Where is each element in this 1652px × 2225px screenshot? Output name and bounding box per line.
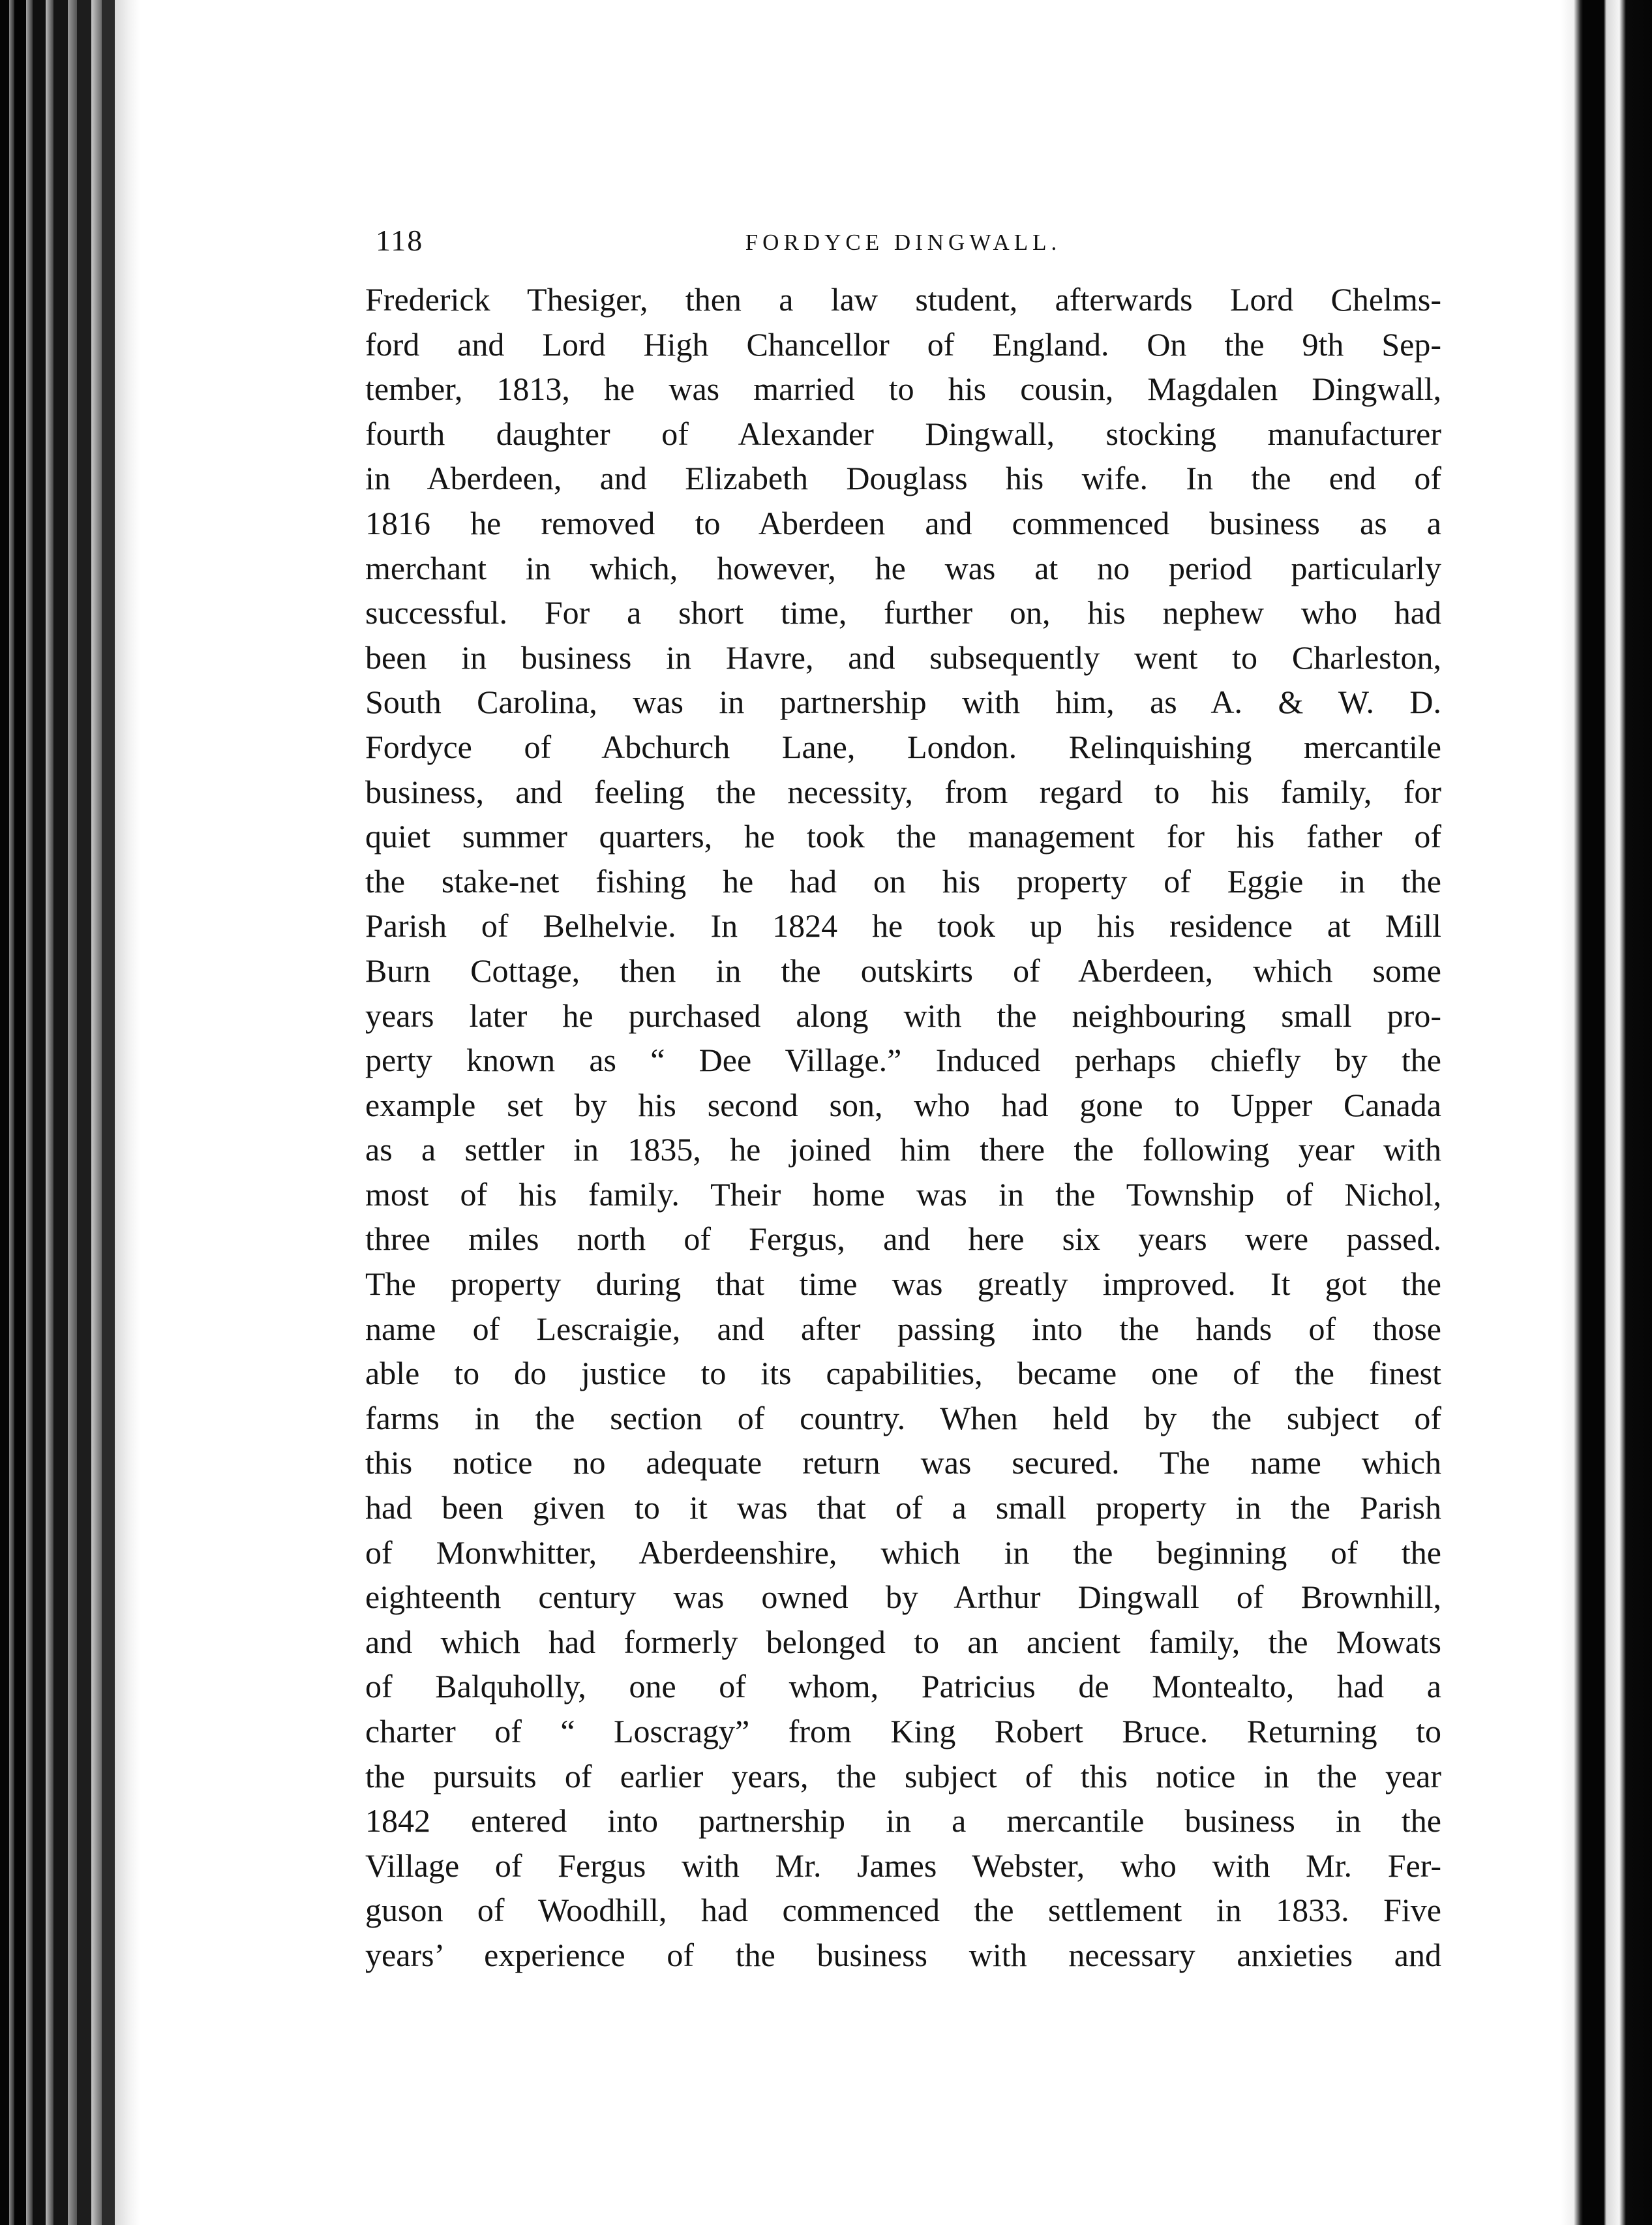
running-title: FORDYCE DINGWALL. — [745, 230, 1062, 255]
text-line: eighteenth century was owned by Arthur Dingwall of Brownhill, — [365, 1579, 1441, 1616]
text-line: as a settler in 1835, he joined him there the following year with — [365, 1131, 1441, 1168]
text-line: Fordyce of Abchurch Lane, London. Relinquishing mercantile — [365, 728, 1441, 765]
text-line: perty known as “ Dee Village.” Induced perhaps chiefly by the — [365, 1042, 1441, 1079]
text-line: years’ experience of the business with necessary anxieties and — [365, 1936, 1441, 1973]
text-line: name of Lescraigie, and after passing into the hands of those — [365, 1310, 1441, 1347]
text-line: the stake-net fishing he had on his property of Eggie in the — [365, 862, 1441, 900]
text-line: years later he purchased along with the neighbouring small pro- — [365, 997, 1441, 1034]
text-line: most of his family. Their home was in the Township of Nichol, — [365, 1175, 1441, 1213]
text-line: fourth daughter of Alexander Dingwall, stocking manufacturer — [365, 415, 1441, 452]
text-line: Village of Fergus with Mr. James Webster, who with Mr. Fer- — [365, 1847, 1441, 1884]
text-line: ford and Lord High Chancellor of England. On the 9th Sep- — [365, 325, 1441, 363]
scanned-book-edge-right — [1561, 0, 1652, 2225]
text-line: had been given to it was that of a small property in the Parish — [365, 1489, 1441, 1526]
text-line: Burn Cottage, then in the outskirts of Aberdeen, which some — [365, 952, 1441, 989]
text-line: in Aberdeen, and Elizabeth Douglass his wife. In the end of — [365, 460, 1441, 497]
text-line: and which had formerly belonged to an ancient family, the Mowats — [365, 1623, 1441, 1660]
text-line: able to do justice to its capabilities, became one of the finest — [365, 1355, 1441, 1392]
text-line: 1816 he removed to Aberdeen and commenced business as a — [365, 504, 1441, 541]
book-page — [365, 215, 1441, 2042]
text-line: Parish of Belhelvie. In 1824 he took up his residence at Mill — [365, 907, 1441, 945]
text-line: The property during that time was greatly improved. It got the — [365, 1265, 1441, 1303]
text-line: quiet summer quarters, he took the management for his father of — [365, 818, 1441, 855]
text-line: been in business in Havre, and subsequently went to Charleston, — [365, 639, 1441, 676]
text-line: example set by his second son, who had gone to Upper Canada — [365, 1086, 1441, 1123]
scanned-book-edge-left — [0, 0, 140, 2225]
text-line: this notice no adequate return was secured. The name which — [365, 1444, 1441, 1481]
text-line: farms in the section of country. When held by the subject of — [365, 1399, 1441, 1436]
text-line: charter of “ Loscragy” from King Robert Bruce. Returning to — [365, 1713, 1441, 1749]
text-line: three miles north of Fergus, and here six years were passed. — [365, 1220, 1441, 1258]
page-number: 118 — [376, 224, 424, 257]
body-text — [365, 277, 1441, 1978]
text-line: the pursuits of earlier years, the subject of this notice in the year — [365, 1757, 1441, 1794]
text-line: guson of Woodhill, had commenced the settlement in 1833. Five — [365, 1892, 1441, 1929]
text-line: tember, 1813, he was married to his cousin, Magdalen Dingwall, — [365, 371, 1441, 408]
running-head — [365, 215, 1441, 267]
text-line: 1842 entered into partnership in a mercantile business in the — [365, 1802, 1441, 1839]
text-line: merchant in which, however, he was at no period particularly — [365, 549, 1441, 586]
text-line: of Monwhitter, Aberdeenshire, which in the beginning of the — [365, 1534, 1441, 1571]
text-line: South Carolina, was in partnership with him, as A. & W. D. — [365, 684, 1441, 721]
text-line: successful. For a short time, further on, his nephew who had — [365, 594, 1441, 631]
text-line: Frederick Thesiger, then a law student, afterwards Lord Chelms- — [365, 281, 1441, 318]
text-line: business, and feeling the necessity, from regard to his family, for — [365, 773, 1441, 810]
text-line: of Balquholly, one of whom, Patricius de Montealto, had a — [365, 1668, 1441, 1705]
